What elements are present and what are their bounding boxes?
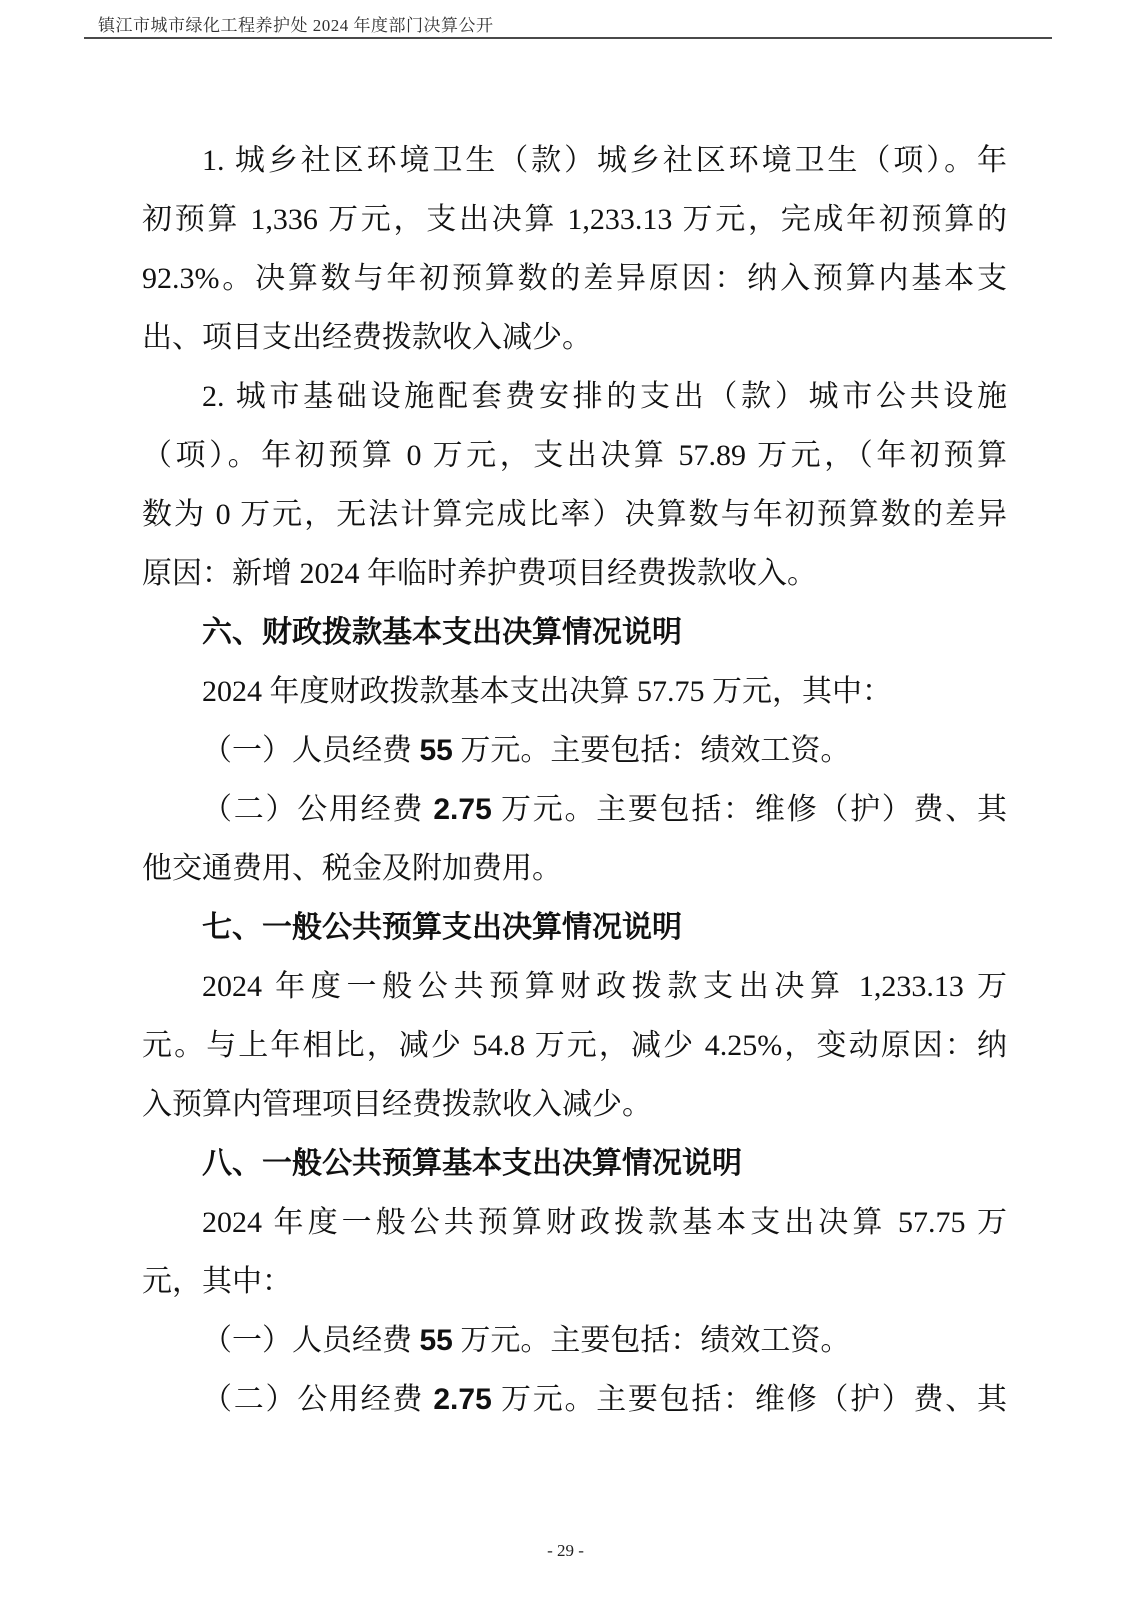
text-line <box>142 721 1007 780</box>
header-rule <box>84 37 1052 39</box>
text-run: 万元。主要包括：绩效工资。 <box>452 734 851 767</box>
text-run: 2024 年度一般公共预算财政拨款支出决算 1,233.13 万 <box>202 970 1007 1003</box>
text-run: （一）人员经费 <box>202 734 420 767</box>
section-heading: 六、财政拨款基本支出决算情况说明 <box>202 616 682 649</box>
text-line <box>142 367 1007 426</box>
document-body <box>142 131 1007 1429</box>
text-run: 初预算 1,336 万元，支出决算 1,233.13 万元，完成年初预算的 <box>142 203 1007 236</box>
text-run: 万元。主要包括：绩效工资。 <box>452 1324 851 1357</box>
text-line <box>142 1016 1007 1075</box>
text-run: 万元。主要包括：维修（护）费、其 <box>491 1383 1008 1416</box>
text-line <box>142 131 1007 190</box>
bold-number: 55 <box>419 1324 453 1357</box>
text-run: 他交通费用、税金及附加费用。 <box>142 852 562 885</box>
text-run: （一）人员经费 <box>202 1324 420 1357</box>
text-run: （项）。年初预算 0 万元，支出决算 57.89 万元，（年初预算 <box>142 439 1007 472</box>
text-line <box>142 190 1007 249</box>
text-run: 2024 年度财政拨款基本支出决算 57.75 万元，其中： <box>202 675 892 708</box>
text-line <box>142 1193 1007 1252</box>
section-heading: 八、一般公共预算基本支出决算情况说明 <box>202 1147 742 1180</box>
text-run: 万元。主要包括：维修（护）费、其 <box>491 793 1008 826</box>
text-line <box>142 426 1007 485</box>
text-line <box>142 1252 1007 1311</box>
text-run: 元，其中： <box>142 1265 292 1298</box>
text-line <box>142 662 1007 721</box>
text-run: 原因：新增 2024 年临时养护费项目经费拨款收入。 <box>142 557 817 590</box>
section-heading: 七、一般公共预算支出决算情况说明 <box>202 911 682 944</box>
header-title: 镇江市城市绿化工程养护处 2024 年度部门决算公开 <box>98 16 494 35</box>
page-number: - 29 - <box>547 1541 584 1560</box>
text-run: （二）公用经费 <box>202 1383 434 1416</box>
text-run: 出、项目支出经费拨款收入减少。 <box>142 321 592 354</box>
text-line <box>142 249 1007 308</box>
text-line <box>142 957 1007 1016</box>
text-line <box>142 485 1007 544</box>
bold-number: 2.75 <box>433 1383 492 1416</box>
text-run: 入预算内管理项目经费拨款收入减少。 <box>142 1088 652 1121</box>
text-run: 元。与上年相比，减少 54.8 万元，减少 4.25%，变动原因：纳 <box>142 1029 1007 1062</box>
text-line <box>142 1075 1007 1134</box>
text-line <box>142 1311 1007 1370</box>
text-line <box>142 780 1007 839</box>
text-line <box>142 308 1007 367</box>
text-line <box>142 1370 1007 1429</box>
text-run: 数为 0 万元，无法计算完成比率）决算数与年初预算数的差异 <box>142 498 1007 531</box>
text-line <box>142 839 1007 898</box>
bold-number: 55 <box>419 734 453 767</box>
text-run: 2024 年度一般公共预算财政拨款基本支出决算 57.75 万 <box>202 1206 1007 1239</box>
page-footer <box>0 1541 1131 1561</box>
bold-number: 2.75 <box>433 793 492 826</box>
text-run: 92.3%。决算数与年初预算数的差异原因：纳入预算内基本支 <box>142 262 1007 295</box>
text-line <box>142 544 1007 603</box>
text-run: 1. 城乡社区环境卫生（款）城乡社区环境卫生（项）。年 <box>202 144 1007 177</box>
text-run: （二）公用经费 <box>202 793 434 826</box>
text-run: 2. 城市基础设施配套费安排的支出（款）城市公共设施 <box>202 380 1007 413</box>
